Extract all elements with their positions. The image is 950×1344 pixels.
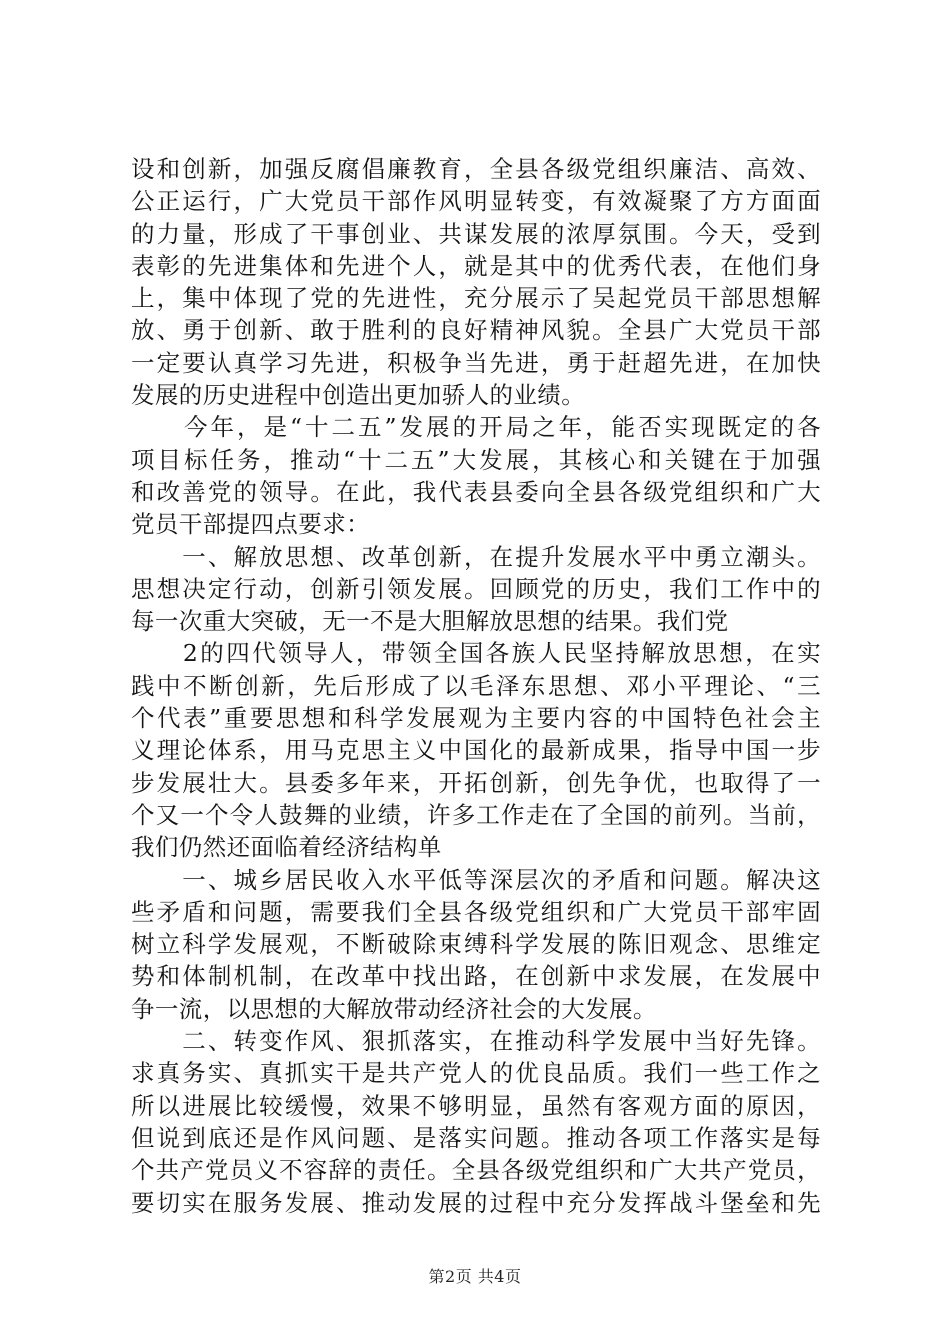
text-line: 个又一个令人鼓舞的业绩，许多工作走在了全国的前列。当前， xyxy=(131,800,821,829)
text-line: 些矛盾和问题，需要我们全县各级党组织和广大党员干部牢固 xyxy=(131,897,821,926)
text-line: 党员干部提四点要求： xyxy=(131,510,370,539)
text-line: 个代表”重要思想和科学发展观为主要内容的中国特色社会主 xyxy=(131,704,821,733)
text-line: 思想决定行动，创新引领发展。回顾党的历史，我们工作中的 xyxy=(131,574,821,603)
text-line: 发展的历史进程中创造出更加骄人的业绩。 xyxy=(131,381,586,410)
text-line: 求真务实、真抓实干是共产党人的优良品质。我们一些工作之 xyxy=(131,1059,821,1088)
text-line: 步发展壮大。县委多年来，开拓创新，创先争优，也取得了一 xyxy=(131,768,821,797)
text-line: 一、城乡居民收入水平低等深层次的矛盾和问题。解决这 xyxy=(131,865,821,894)
text-line: 我们仍然还面临着经济结构单 xyxy=(131,833,442,862)
text-line: 一定要认真学习先进，积极争当先进，勇于赶超先进，在加快 xyxy=(131,348,821,377)
text-line: 义理论体系，用马克思主义中国化的最新成果，指导中国一步 xyxy=(131,736,821,765)
text-line: 2的四代领导人，带领全国各族人民坚持解放思想，在实 xyxy=(131,639,821,668)
text-line: 二、转变作风、狠抓落实，在推动科学发展中当好先锋。 xyxy=(131,1027,821,1056)
text-line: 的力量，形成了干事创业、共谋发展的浓厚氛围。今天，受到 xyxy=(131,219,821,248)
text-line: 今年，是“十二五”发展的开局之年，能否实现既定的各 xyxy=(131,413,821,442)
text-line: 公正运行，广大党员干部作风明显转变，有效凝聚了方方面面 xyxy=(131,187,821,216)
text-line: 项目标任务，推动“十二五”大发展，其核心和关键在于加强 xyxy=(131,445,821,474)
text-line: 和改善党的领导。在此，我代表县委向全县各级党组织和广大 xyxy=(131,477,821,506)
text-line: 个共产党员义不容辞的责任。全县各级党组织和广大共产党员， xyxy=(131,1156,821,1185)
text-line: 势和体制机制，在改革中找出路，在创新中求发展，在发展中 xyxy=(131,962,821,991)
text-line: 每一次重大突破，无一不是大胆解放思想的结果。我们党 xyxy=(131,607,729,636)
document-body xyxy=(131,153,821,1219)
page-number-footer: 第2页 共4页 xyxy=(428,1267,522,1286)
text-line: 所以进展比较缓慢，效果不够明显，虽然有客观方面的原因， xyxy=(131,1091,821,1120)
text-line: 争一流，以思想的大解放带动经济社会的大发展。 xyxy=(131,994,657,1023)
text-line: 树立科学发展观，不断破除束缚科学发展的陈旧观念、思维定 xyxy=(131,930,821,959)
text-line: 一、解放思想、改革创新，在提升发展水平中勇立潮头。 xyxy=(131,542,821,571)
text-line: 放、勇于创新、敢于胜利的良好精神风貌。全县广大党员干部 xyxy=(131,316,821,345)
text-line: 表彰的先进集体和先进个人，就是其中的优秀代表，在他们身 xyxy=(131,251,821,280)
text-line: 设和创新，加强反腐倡廉教育，全县各级党组织廉洁、高效、 xyxy=(131,155,821,183)
text-line: 上，集中体现了党的先进性，充分展示了吴起党员干部思想解 xyxy=(131,284,821,313)
text-line: 要切实在服务发展、推动发展的过程中充分发挥战斗堡垒和先 xyxy=(131,1188,821,1217)
text-line: 但说到底还是作风问题、是落实问题。推动各项工作落实是每 xyxy=(131,1123,821,1152)
text-line: 践中不断创新，先后形成了以毛泽东思想、邓小平理论、“三 xyxy=(131,671,821,700)
